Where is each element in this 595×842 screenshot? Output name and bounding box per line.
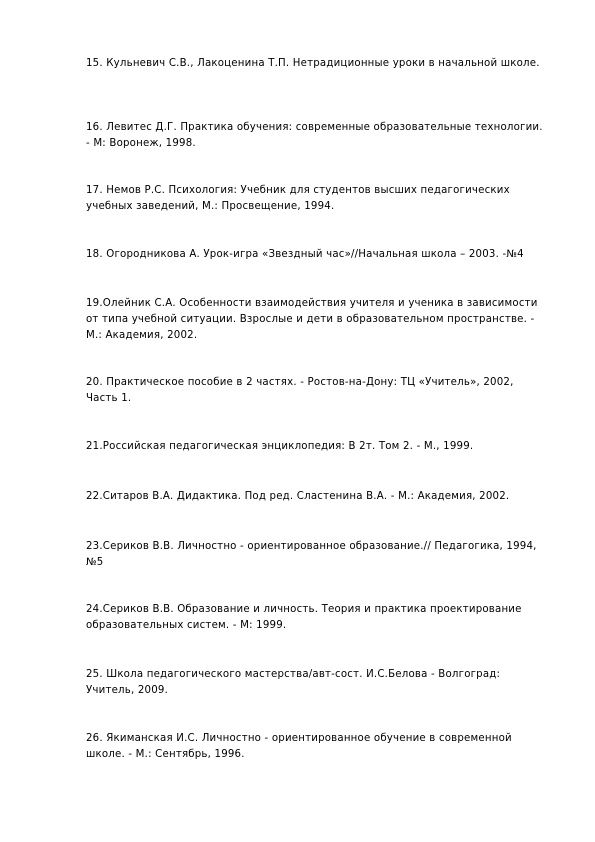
reference-item-24: 24.Сериков В.В. Образование и личность. Теория и практика проектирование образовательных систем. - М: 1999.	[86, 604, 522, 631]
reference-item-20: 20. Практическое пособие в 2 частях. - Ростов-на-Дону: ТЦ «Учитель», 2002, Часть 1.	[86, 377, 514, 404]
reference-item-18: 18. Огородникова А. Урок-игра «Звездный час»//Начальная школа – 2003. -№4	[86, 249, 524, 260]
reference-item-21: 21.Российская педагогическая энциклопедия: В 2т. Том 2. - М., 1999.	[86, 441, 474, 452]
reference-item-23: 23.Сериков В.В. Личностно - ориентированное образование.// Педагогика, 1994, №5	[86, 541, 537, 568]
reference-item-26: 26. Якиманская И.С. Личностно - ориентированное обучение в современной школе. - М.: Сентябрь, 1996.	[86, 733, 512, 760]
reference-item-22: 22.Ситаров В.А. Дидактика. Под ред. Сластенина В.А. - М.: Академия, 2002.	[86, 491, 510, 502]
reference-item-25: 25. Школа педагогического мастерства/авт-сост. И.С.Белова - Волгоград: Учитель, 2009.	[86, 669, 501, 696]
reference-item-15: 15. Кульневич С.В., Лакоценина Т.П. Нетрадиционные уроки в начальной школе.	[86, 58, 540, 69]
reference-item-17: 17. Немов Р.С. Психология: Учебник для студентов высших педагогических учебных заведений, М.: Просвещение, 1994.	[86, 185, 510, 212]
reference-item-19: 19.Олейник С.А. Особенности взаимодействия учителя и ученика в зависимости от типа учебной ситуации. Взрослые и дети в образовательном пространстве. - М.: Академия, 2002.	[86, 298, 538, 341]
reference-item-16: 16. Левитес Д.Г. Практика обучения: современные образовательные технологии. - М: Воронеж, 1998.	[86, 122, 543, 149]
